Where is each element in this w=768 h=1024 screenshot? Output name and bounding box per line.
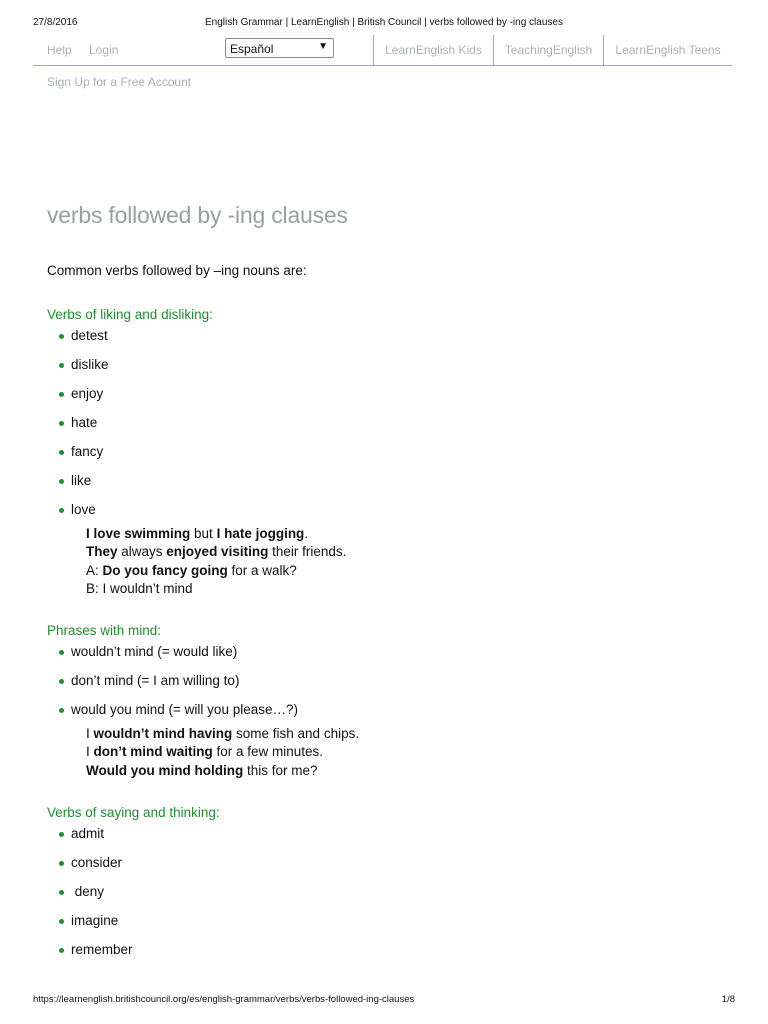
print-footer [33,994,735,1006]
site-tab-learnenglish-teens[interactable]: LearnEnglish Teens [603,35,732,65]
list-item-text: would you mind (= will you please…?) [71,702,298,718]
list-item-text: remember [71,942,133,958]
bullet-icon [59,679,64,684]
bullet-icon [59,948,64,953]
list-item-text: admit [71,826,105,842]
site-tab-teachingenglish[interactable]: TeachingEnglish [493,35,603,65]
example-text: but [190,526,217,541]
example-text: A: [86,562,103,578]
bullet-icon [59,832,64,837]
example-text: for a walk? [227,562,297,578]
page-title: verbs followed by -ing clauses [47,202,348,228]
example-text: for a few minutes. [212,744,324,760]
example-emphasis: I hate jogging [216,526,305,541]
example-text: I [86,744,94,760]
list-item [47,854,727,883]
example-line [86,543,727,561]
list-item [47,414,727,443]
example-text: always [117,544,167,560]
list-item [47,883,727,912]
language-select[interactable] [225,38,334,58]
example-sentences [86,725,727,780]
list-item [47,912,727,941]
bullet-icon [59,421,64,426]
bullet-icon [59,363,64,368]
print-url: https://learnenglish.britishcouncil.org/es/english-grammar/verbs/verbs-followed-ing-clauses [33,994,415,1005]
example-emphasis: Would you mind holding [86,762,244,778]
bullet-icon [59,450,64,455]
example-text: this for me? [243,762,318,778]
bullet-icon [59,890,64,895]
example-text: . [304,526,309,541]
list-item-text: enjoy [71,386,104,401]
example-text: I [86,726,94,742]
list-item [47,643,727,672]
bullet-icon [59,392,64,397]
list-item [47,941,727,970]
list-item-text: wouldn’t mind (= would like) [71,644,238,660]
list-item-text: deny [71,884,105,900]
print-date: 27/8/2016 [33,17,78,28]
list-item-text: detest [71,328,108,343]
example-emphasis: enjoyed visiting [166,544,269,560]
article-content [47,263,727,970]
top-navigation [33,35,732,66]
example-sentences [86,525,727,598]
example-emphasis: They [86,544,118,560]
list-item-text: love [71,502,96,517]
list-item-text: consider [71,855,123,871]
verb-list [47,327,727,530]
example-text: some fish and chips. [232,726,360,742]
bullet-icon [59,508,64,513]
language-select-value: Español [230,42,274,56]
list-item-text: fancy [71,444,104,459]
list-item [47,472,727,501]
print-document-title: English Grammar | LearnEnglish | British Council | verbs followed by -ing clauses [205,17,563,28]
dropdown-arrow-icon: ▼ [318,41,328,52]
list-item-text: like [71,473,92,488]
example-line [86,580,727,598]
section-heading: Verbs of saying and thinking: [47,805,220,821]
bullet-icon [59,708,64,713]
example-text: B: I wouldn’t mind [86,580,193,596]
bullet-icon [59,919,64,924]
list-item-text: dislike [71,357,109,372]
print-header [33,17,735,29]
example-emphasis: don’t mind waiting [93,744,213,760]
help-link[interactable]: Help [47,43,72,57]
list-item [47,825,727,854]
example-emphasis: Do you fancy going [102,562,228,578]
list-item [47,356,727,385]
list-item [47,385,727,414]
list-item-text: hate [71,415,98,430]
example-text: their friends. [268,544,347,560]
verb-list [47,825,727,970]
section-heading: Phrases with mind: [47,623,162,639]
list-item [47,443,727,472]
intro-text: Common verbs followed by –ing nouns are: [47,263,307,278]
list-item [47,327,727,356]
list-item [47,672,727,701]
signup-link[interactable]: Sign Up for a Free Account [47,75,192,89]
bullet-icon [59,334,64,339]
bullet-icon [59,861,64,866]
example-line [86,743,727,761]
list-item-text: imagine [71,913,119,929]
site-tab-learnenglish-kids[interactable]: LearnEnglish Kids [373,35,493,65]
list-item [47,701,727,730]
example-line [86,562,727,580]
grammar-sections [47,307,727,970]
example-line [86,762,727,780]
bullet-icon [59,650,64,655]
list-item [47,501,727,530]
login-link[interactable]: Login [89,43,119,57]
example-emphasis: I love swimming [86,526,191,541]
bullet-icon [59,479,64,484]
section-heading: Verbs of liking and disliking: [47,307,213,322]
list-item-text: don’t mind (= I am willing to) [71,673,240,689]
example-emphasis: wouldn’t mind having [93,726,233,742]
verb-list [47,643,727,730]
print-page-number: 1/8 [721,994,735,1005]
